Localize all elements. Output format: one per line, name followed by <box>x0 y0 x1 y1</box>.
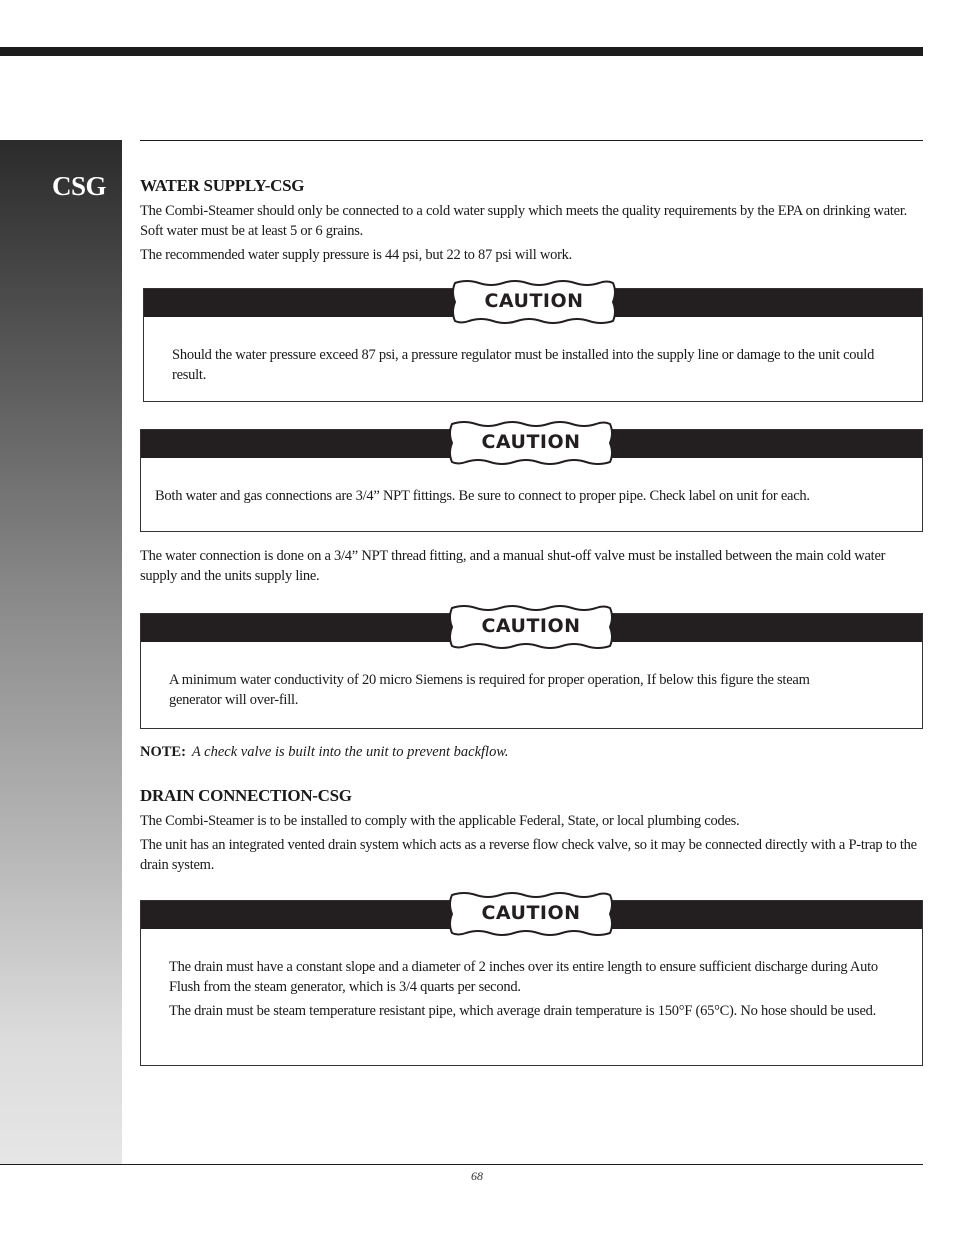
caution-text: Both water and gas connections are 3/4” NPT fittings. Be sure to connect to proper pipe. Check label on unit for each. <box>155 488 810 504</box>
caution-label: CAUTION <box>484 290 584 312</box>
side-tab-label: CSG <box>52 171 107 201</box>
caution-badge <box>448 891 614 937</box>
caution-text: Should the water pressure exceed 87 psi, a pressure regulator must be installed into the supply line or damage to the unit could result. <box>172 347 875 383</box>
caution-box-conductivity <box>140 613 923 729</box>
caution-label: CAUTION <box>481 431 581 453</box>
caution-badge <box>448 420 614 466</box>
drain-paragraph-2: The unit has an integrated vented drain system which acts as a reverse flow check valve, so it may be connected directly with a P-trap to the drain system. <box>140 837 917 873</box>
water-connection-paragraph: The water connection is done on a 3/4” NPT thread fitting, and a manual shut-off valve must be installed between the main cold water supply and the units supply line. <box>140 548 886 584</box>
page-number: 68 <box>471 1169 483 1183</box>
top-rule <box>0 47 923 56</box>
caution-text-2: The drain must be steam temperature resistant pipe, which average drain temperature is 150°F (65°C). No hose should be used. <box>169 1003 876 1019</box>
caution-box-pressure <box>143 288 923 402</box>
note-label: NOTE: <box>140 744 186 760</box>
header-rule <box>140 140 923 141</box>
caution-badge <box>448 604 614 650</box>
drain-paragraph-1: The Combi-Steamer is to be installed to comply with the applicable Federal, State, or local plumbing codes. <box>140 813 740 829</box>
footer-rule <box>0 1164 923 1165</box>
side-tab <box>0 140 122 1164</box>
caution-text: The drain must have a constant slope and a diameter of 2 inches over its entire length to ensure sufficient discharge during Auto Flush from the steam generator, which is 3/4 quarts per second. <box>169 959 878 995</box>
caution-text: A minimum water conductivity of 20 micro Siemens is required for proper operation, If below this figure the steam generator will over-fill. <box>169 672 810 708</box>
caution-box-fittings <box>140 429 923 532</box>
caution-label: CAUTION <box>481 615 581 637</box>
note-text: A check valve is built into the unit to prevent backflow. <box>191 744 509 760</box>
caution-badge <box>451 279 617 325</box>
drain-heading: DRAIN CONNECTION-CSG <box>140 786 352 805</box>
water-supply-paragraph-2: The recommended water supply pressure is 44 psi, but 22 to 87 psi will work. <box>140 247 573 263</box>
water-supply-heading: WATER SUPPLY-CSG <box>140 176 305 195</box>
caution-box-drain <box>140 900 923 1066</box>
water-supply-paragraph-1: The Combi-Steamer should only be connected to a cold water supply which meets the quality requirements by the EPA on drinking water. Soft water must be at least 5 or 6 grains. <box>140 203 908 239</box>
note <box>140 744 509 761</box>
caution-label: CAUTION <box>481 902 581 924</box>
